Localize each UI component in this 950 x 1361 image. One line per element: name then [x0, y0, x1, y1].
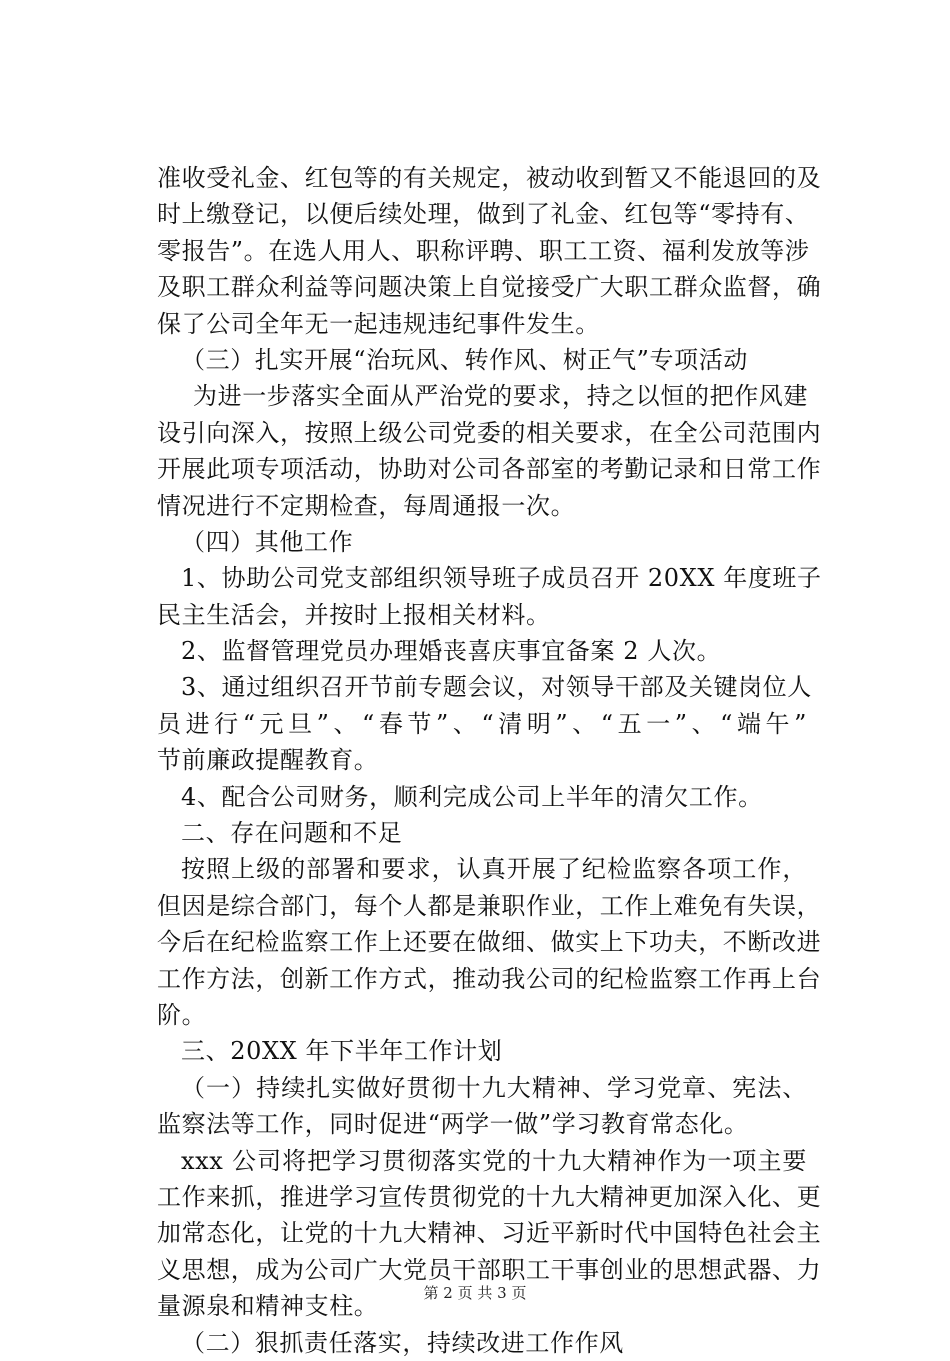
list-item: 4、配合公司财务，顺利完成公司上半年的清欠工作。	[181, 782, 763, 811]
text-line: 准收受礼金、红包等的有关规定，被动收到暂又不能退回的及	[157, 164, 822, 192]
text-line: 工作方法，创新工作方式，推动我公司的纪检监察工作再上台	[157, 964, 822, 993]
text-line: 工作来抓，推进学习宣传贯彻党的十九大精神更加深入化、更	[157, 1182, 822, 1211]
section-heading: 三、20XX 年下半年工作计划	[181, 1037, 503, 1066]
list-item: 2、监督管理党员办理婚丧喜庆事宜备案 2 人次。	[181, 637, 722, 666]
section-heading: （二）狠抓责任落实，持续改进工作作风	[181, 1328, 624, 1357]
text-line: 按照上级的部署和要求，认真开展了纪检监察各项工作，	[181, 855, 807, 884]
text-line: 设引向深入，按照上级公司党委的相关要求，在全公司范围内	[157, 418, 822, 447]
text-line: 情况进行不定期检查，每周通报一次。	[157, 491, 576, 520]
page-footer: 第 2 页 共 3 页	[423, 1284, 527, 1302]
text-line: 及职工群众利益等问题决策上自觉接受广大职工群众监督，确	[157, 273, 822, 302]
text-line: 民主生活会，并按时上报相关材料。	[157, 600, 551, 629]
text-line: 为进一步落实全面从严治党的要求，持之以恒的把作风建	[193, 382, 808, 411]
text-line: 开展此项专项活动，协助对公司各部室的考勤记录和日常工作	[157, 455, 822, 484]
text-line: 节前廉政提醒教育。	[157, 746, 379, 775]
text-line: 义思想，成为公司广大党员干部职工干事创业的思想武器、力	[157, 1255, 822, 1284]
document-body	[157, 160, 822, 1361]
text-line: 量源泉和精神支柱。	[157, 1292, 379, 1321]
section-heading: （三）扎实开展“治玩风、转作风、树正气”专项活动	[181, 345, 748, 374]
text-line: 加常态化，让党的十九大精神、习近平新时代中国特色社会主	[157, 1219, 822, 1248]
text-line: 保了公司全年无一起违规违纪事件发生。	[157, 309, 600, 338]
text-line: 但因是综合部门，每个人都是兼职作业，工作上难免有失误，	[157, 891, 822, 920]
text-line: xxx 公司将把学习贯彻落实党的十九大精神作为一项主要	[181, 1146, 807, 1175]
section-heading: 二、存在问题和不足	[181, 819, 403, 848]
text-line: 员进行“元旦”、“春节”、“清明”、“五一”、“端午”	[157, 709, 807, 738]
text-line: 监察法等工作，同时促进“两学一做”学习教育常态化。	[157, 1110, 749, 1139]
section-heading: （四）其他工作	[181, 527, 354, 556]
list-item: 1、协助公司党支部组织领导班子成员召开 20XX 年度班子	[181, 564, 822, 593]
list-item: 3、通过组织召开节前专题会议，对领导干部及关键岗位人	[181, 673, 812, 702]
text-line: 时上缴登记，以便后续处理，做到了礼金、红包等“零持有、	[157, 200, 810, 229]
text-line: 阶。	[157, 1000, 207, 1029]
section-heading: （一）持续扎实做好贯彻十九大精神、学习党章、宪法、	[181, 1073, 807, 1102]
text-line: 今后在纪检监察工作上还要在做细、做实上下功夫，不断改进	[157, 928, 822, 957]
text-line: 零报告”。在选人用人、职称评聘、职工工资、福利发放等涉	[157, 236, 810, 265]
